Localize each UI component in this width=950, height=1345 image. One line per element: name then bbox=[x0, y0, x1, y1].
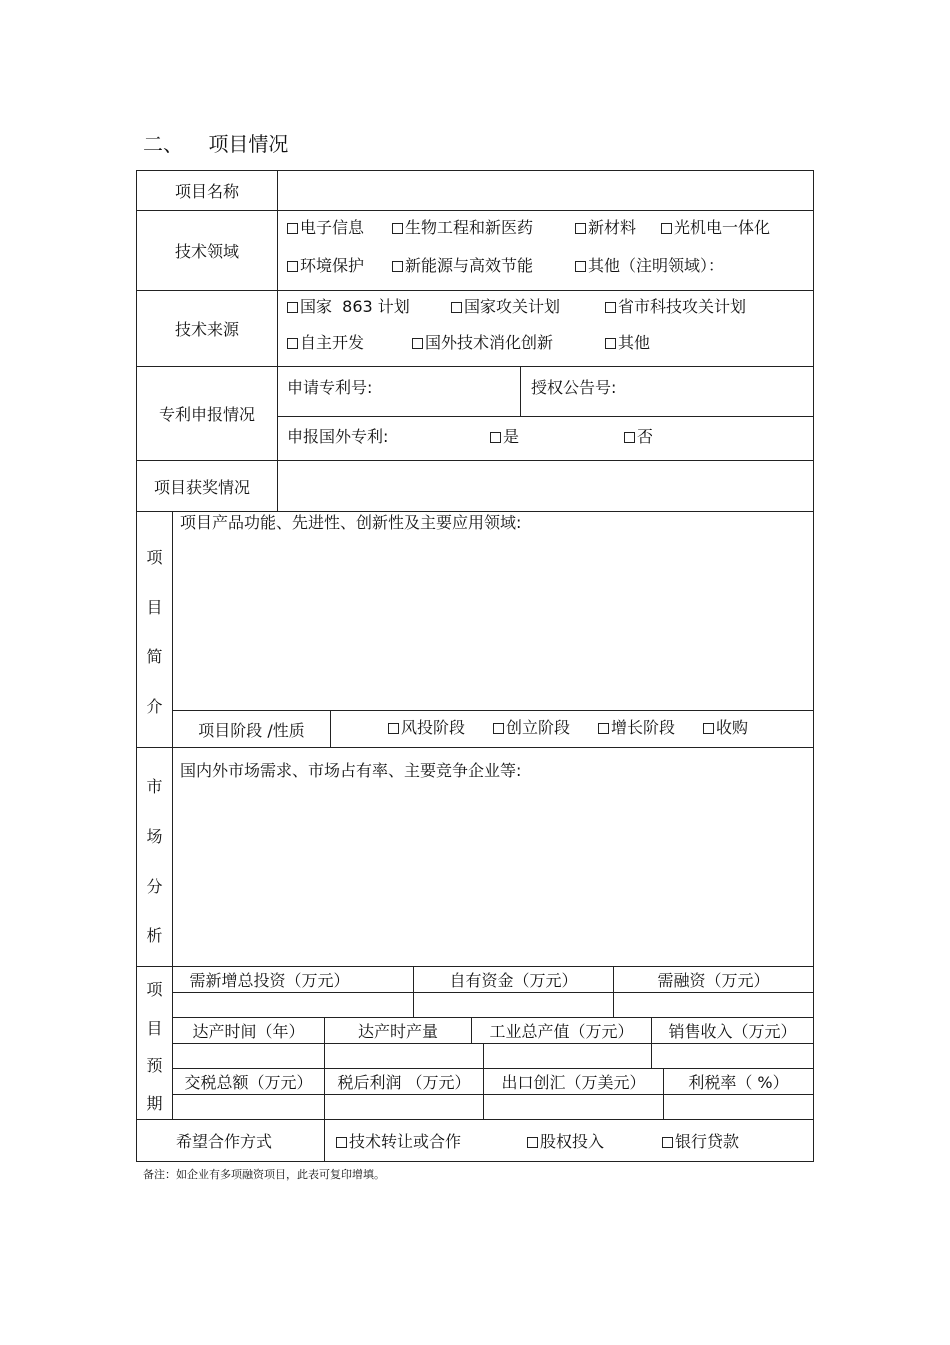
checkbox-icon bbox=[662, 1137, 673, 1148]
option-label: 其他 bbox=[618, 333, 651, 352]
option-label: 风投阶段 bbox=[401, 718, 466, 737]
cooperation-equity[interactable] bbox=[527, 1132, 604, 1152]
value-production-output[interactable] bbox=[325, 1044, 483, 1068]
option-label: 国家 863 计划 bbox=[300, 297, 410, 316]
checkbox-icon bbox=[575, 223, 586, 234]
forecast-label-char: 项 bbox=[146, 980, 163, 999]
option-provincial-research[interactable] bbox=[605, 297, 746, 317]
checkbox-icon bbox=[661, 223, 672, 234]
patent-grant-number-label: 授权公告号: bbox=[531, 378, 617, 397]
value-export-earnings[interactable] bbox=[484, 1095, 663, 1119]
checkbox-icon bbox=[605, 302, 616, 313]
header-sales-revenue: 销售收入（万元） bbox=[668, 1022, 797, 1041]
forecast-label-char: 预 bbox=[146, 1056, 163, 1075]
section-number: 二、 bbox=[143, 132, 183, 156]
footnote: 备注：如企业有多项融资项目，此表可复印增填。 bbox=[143, 1168, 385, 1181]
checkbox-icon bbox=[392, 223, 403, 234]
header-total-tax: 交税总额（万元） bbox=[184, 1073, 313, 1092]
brief-label-char: 简 bbox=[146, 647, 163, 666]
option-environment[interactable] bbox=[287, 256, 364, 276]
forecast-vertical-label bbox=[137, 967, 172, 1119]
option-label: 生物工程和新医药 bbox=[405, 218, 534, 237]
header-industrial-output: 工业总产值（万元） bbox=[489, 1022, 634, 1041]
brief-prompt: 项目产品功能、先进性、创新性及主要应用领域: bbox=[180, 513, 522, 532]
checkbox-icon bbox=[336, 1137, 347, 1148]
project-name-label: 项目名称 bbox=[174, 182, 239, 201]
option-label: 光机电一体化 bbox=[674, 218, 771, 237]
header-new-investment: 需新增总投资（万元） bbox=[189, 971, 350, 990]
option-other-source[interactable] bbox=[605, 333, 650, 353]
table-border-right bbox=[813, 170, 814, 1162]
header-financing-needed: 需融资（万元） bbox=[657, 971, 770, 990]
brief-vertical-label bbox=[137, 512, 172, 747]
option-label: 股权投入 bbox=[540, 1132, 605, 1151]
row-divider bbox=[136, 747, 814, 748]
forecast-label-char: 目 bbox=[146, 1019, 163, 1038]
cooperation-label: 希望合作方式 bbox=[175, 1132, 272, 1151]
market-prompt: 国内外市场需求、市场占有率、主要竞争企业等: bbox=[180, 761, 522, 780]
value-own-funds[interactable] bbox=[414, 993, 613, 1017]
market-label-char: 场 bbox=[146, 827, 163, 846]
header-net-profit: 税后利润 （万元） bbox=[337, 1073, 471, 1092]
value-total-tax[interactable] bbox=[173, 1095, 324, 1119]
option-label: 银行贷款 bbox=[675, 1132, 740, 1151]
option-label: 技术转让或合作 bbox=[349, 1132, 462, 1151]
project-name-field[interactable] bbox=[278, 171, 813, 210]
header-profit-tax-rate: 利税率（ %） bbox=[688, 1073, 789, 1092]
value-production-time[interactable] bbox=[173, 1044, 324, 1068]
stage-acquisition[interactable] bbox=[703, 718, 748, 738]
option-label: 是 bbox=[503, 427, 520, 446]
col-divider bbox=[324, 1119, 325, 1161]
checkbox-icon bbox=[287, 261, 298, 272]
foreign-patent-yes[interactable] bbox=[490, 427, 519, 447]
brief-label-char: 目 bbox=[146, 598, 163, 617]
option-self-developed[interactable] bbox=[287, 333, 364, 353]
option-new-energy[interactable] bbox=[392, 256, 533, 276]
option-bioengineering[interactable] bbox=[392, 218, 533, 238]
checkbox-icon bbox=[598, 723, 609, 734]
value-new-investment[interactable] bbox=[173, 993, 413, 1017]
option-new-materials[interactable] bbox=[575, 218, 636, 238]
checkbox-icon bbox=[575, 261, 586, 272]
checkbox-icon bbox=[605, 338, 616, 349]
option-label: 增长阶段 bbox=[611, 718, 676, 737]
checkbox-icon bbox=[392, 261, 403, 272]
section-title: 项目情况 bbox=[208, 132, 289, 156]
col-divider bbox=[277, 170, 278, 511]
option-label: 创立阶段 bbox=[506, 718, 571, 737]
market-label-char: 分 bbox=[146, 877, 163, 896]
col-divider bbox=[330, 710, 331, 747]
tech-source-label: 技术来源 bbox=[174, 320, 239, 339]
header-production-output: 达产时产量 bbox=[357, 1022, 438, 1041]
header-export-earnings: 出口创汇（万美元） bbox=[501, 1073, 646, 1092]
option-label: 自主开发 bbox=[300, 333, 365, 352]
stage-growth[interactable] bbox=[598, 718, 675, 738]
checkbox-icon bbox=[624, 432, 635, 443]
option-label: 新能源与高效节能 bbox=[405, 256, 534, 275]
header-own-funds: 自有资金（万元） bbox=[449, 971, 578, 990]
option-foreign-tech[interactable] bbox=[412, 333, 553, 353]
value-profit-tax-rate[interactable] bbox=[664, 1095, 813, 1119]
option-label: 国外技术消化创新 bbox=[425, 333, 554, 352]
option-label: 其他（注明领域）： bbox=[588, 256, 725, 275]
checkbox-icon bbox=[527, 1137, 538, 1148]
row-divider bbox=[277, 416, 814, 417]
checkbox-icon bbox=[490, 432, 501, 443]
brief-label-char: 项 bbox=[146, 548, 163, 567]
section-heading bbox=[143, 128, 288, 157]
market-text-area[interactable] bbox=[173, 784, 813, 966]
value-net-profit[interactable] bbox=[325, 1095, 483, 1119]
checkbox-icon bbox=[493, 723, 504, 734]
stage-venture[interactable] bbox=[388, 718, 465, 738]
option-863-plan[interactable] bbox=[287, 297, 410, 317]
market-vertical-label bbox=[137, 748, 172, 966]
checkbox-icon bbox=[287, 338, 298, 349]
option-label: 国家攻关计划 bbox=[464, 297, 561, 316]
award-field[interactable] bbox=[278, 461, 813, 511]
foreign-patent-no[interactable] bbox=[624, 427, 653, 447]
option-label: 否 bbox=[637, 427, 654, 446]
checkbox-icon bbox=[451, 302, 462, 313]
cooperation-bank-loan[interactable] bbox=[662, 1132, 739, 1152]
header-production-time: 达产时间（年） bbox=[192, 1022, 305, 1041]
option-optomechatronics[interactable] bbox=[661, 218, 770, 238]
option-label: 收购 bbox=[716, 718, 749, 737]
forecast-label-char: 期 bbox=[146, 1094, 163, 1113]
option-national-research[interactable] bbox=[451, 297, 560, 317]
checkbox-icon bbox=[287, 302, 298, 313]
market-label-char: 市 bbox=[146, 777, 163, 796]
market-label-char: 析 bbox=[146, 926, 163, 945]
tech-field-label: 技术领域 bbox=[174, 242, 239, 261]
checkbox-icon bbox=[703, 723, 714, 734]
foreign-patent-label: 申报国外专利: bbox=[287, 427, 389, 446]
value-sales-revenue[interactable] bbox=[652, 1044, 813, 1068]
patent-apply-number-label: 申请专利号: bbox=[287, 378, 373, 397]
option-electronics[interactable] bbox=[287, 218, 364, 238]
table-border-bottom bbox=[136, 1161, 814, 1162]
stage-label: 项目阶段 /性质 bbox=[198, 720, 305, 740]
col-divider bbox=[520, 366, 521, 416]
option-label: 电子信息 bbox=[300, 218, 365, 237]
option-label: 新材料 bbox=[588, 218, 637, 237]
value-financing-needed[interactable] bbox=[614, 993, 813, 1017]
patent-label: 专利申报情况 bbox=[158, 405, 255, 424]
checkbox-icon bbox=[412, 338, 423, 349]
brief-text-area[interactable] bbox=[173, 534, 813, 710]
option-label: 环境保护 bbox=[300, 256, 365, 275]
option-label: 省市科技攻关计划 bbox=[618, 297, 747, 316]
value-industrial-output[interactable] bbox=[484, 1044, 651, 1068]
checkbox-icon bbox=[388, 723, 399, 734]
award-label: 项目获奖情况 bbox=[153, 477, 250, 497]
row-divider bbox=[136, 511, 814, 512]
stage-startup[interactable] bbox=[493, 718, 570, 738]
cooperation-tech-transfer[interactable] bbox=[336, 1132, 461, 1152]
brief-label-char: 介 bbox=[146, 697, 163, 716]
checkbox-icon bbox=[287, 223, 298, 234]
option-other-field[interactable] bbox=[575, 256, 724, 276]
